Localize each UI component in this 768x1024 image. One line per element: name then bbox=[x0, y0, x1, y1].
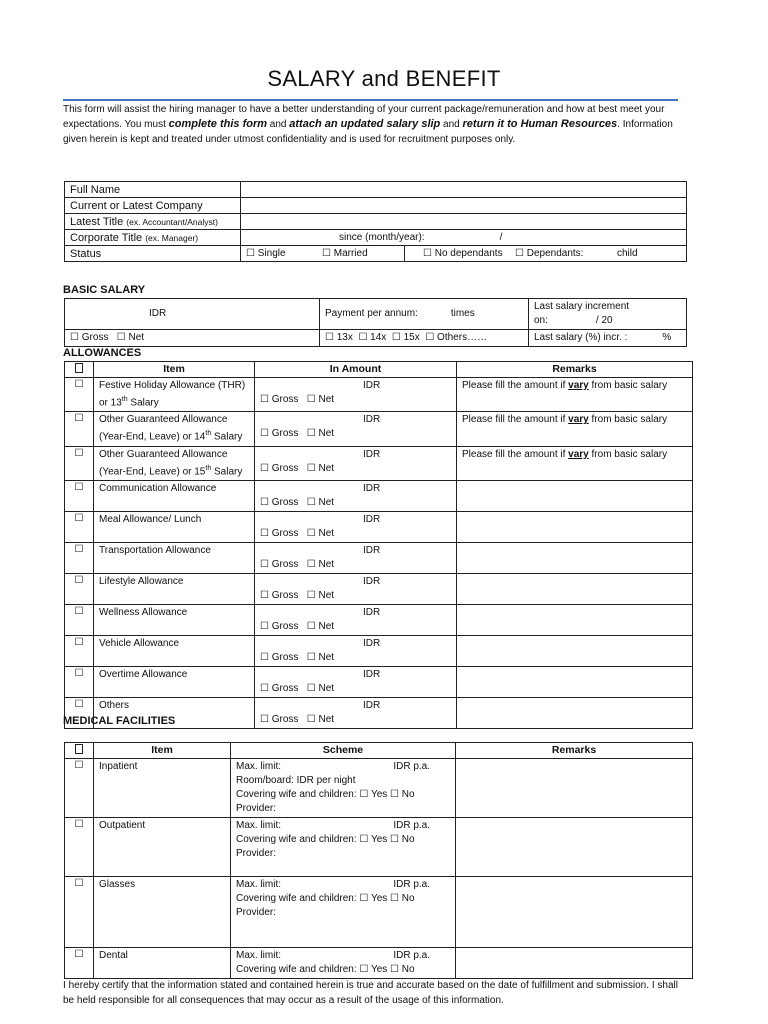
table-row bbox=[65, 330, 687, 347]
allowance-checkbox[interactable]: ☐ bbox=[65, 446, 94, 480]
covering-label[interactable]: Covering wife and children: ☐ Yes ☐ No bbox=[236, 964, 415, 975]
allowance-amount[interactable] bbox=[255, 446, 457, 480]
table-row bbox=[65, 246, 687, 262]
others-checkbox[interactable]: ☐ Others…… bbox=[425, 332, 488, 343]
allowances-table bbox=[64, 361, 693, 729]
basic-type-cell bbox=[65, 330, 320, 347]
gross-checkbox[interactable]: ☐ Gross bbox=[260, 558, 299, 570]
allowance-item-line2-suffix: Salary bbox=[127, 397, 159, 409]
net-checkbox[interactable]: ☐ Net bbox=[306, 496, 335, 508]
max-limit-label: Max. limit: bbox=[236, 820, 281, 831]
net-checkbox[interactable]: ☐ Net bbox=[116, 332, 145, 343]
allowance-remarks[interactable] bbox=[457, 480, 693, 511]
allowance-item bbox=[94, 666, 255, 697]
remarks-column-header: Remarks bbox=[457, 362, 693, 378]
table-row bbox=[65, 214, 687, 230]
pct-sign: % bbox=[662, 332, 672, 343]
allowance-item-line2 bbox=[99, 427, 249, 444]
table-row bbox=[65, 412, 693, 446]
payment-cell bbox=[320, 299, 529, 330]
payment-label: Payment per annum: bbox=[325, 308, 418, 319]
allowance-amount[interactable] bbox=[255, 697, 457, 728]
remark-vary: vary bbox=[568, 380, 589, 391]
15x-checkbox[interactable]: ☐ 15x bbox=[391, 332, 420, 343]
allowance-checkbox[interactable]: ☐ bbox=[65, 480, 94, 511]
single-checkbox[interactable]: ☐ Single bbox=[246, 248, 286, 259]
table-row bbox=[65, 948, 693, 979]
medical-item: Outpatient bbox=[94, 818, 231, 877]
last-pct-cell[interactable] bbox=[529, 330, 687, 347]
intro-text-3: and bbox=[440, 119, 463, 130]
medical-remarks[interactable] bbox=[456, 877, 693, 948]
child-label: child bbox=[617, 248, 638, 259]
check-column-header bbox=[65, 362, 94, 378]
gross-checkbox[interactable]: ☐ Gross bbox=[260, 620, 299, 632]
allowance-remarks[interactable] bbox=[457, 573, 693, 604]
gross-checkbox[interactable]: ☐ Gross bbox=[260, 527, 299, 539]
table-row bbox=[65, 877, 693, 948]
allowance-item-line1: Meal Allowance/ Lunch bbox=[99, 513, 202, 525]
allowance-remarks[interactable] bbox=[457, 412, 693, 446]
allowance-item bbox=[94, 378, 255, 412]
allowance-amount[interactable] bbox=[255, 635, 457, 666]
allowance-item-line2-text: (Year-End, Leave) or 15 bbox=[99, 465, 206, 477]
header-checkbox-icon bbox=[75, 744, 83, 754]
table-row bbox=[65, 511, 693, 542]
gross-checkbox[interactable]: ☐ Gross bbox=[260, 713, 299, 725]
gross-checkbox[interactable]: ☐ Gross bbox=[70, 332, 109, 343]
allowance-checkbox[interactable]: ☐ bbox=[65, 573, 94, 604]
table-row bbox=[65, 446, 693, 480]
allowance-item-line1: Vehicle Allowance bbox=[99, 637, 180, 649]
allowance-idr: IDR bbox=[363, 380, 381, 391]
net-checkbox[interactable]: ☐ Net bbox=[306, 428, 335, 440]
allowance-idr: IDR bbox=[363, 575, 381, 587]
remark-text-2: from basic salary bbox=[588, 448, 668, 460]
last-pct-label: Last salary (%) incr. : bbox=[534, 332, 628, 343]
allowance-idr: IDR bbox=[363, 448, 381, 460]
allowance-item-line1: Other Guaranteed Allowance bbox=[99, 414, 228, 426]
medical-scheme[interactable] bbox=[231, 877, 456, 948]
remark-vary: vary bbox=[568, 414, 589, 426]
allowance-item-line2 bbox=[99, 393, 249, 410]
allowance-item-line2-text: (Year-End, Leave) or 14 bbox=[99, 431, 206, 443]
allowance-item-sup: th bbox=[205, 464, 212, 472]
allowance-checkbox[interactable]: ☐ bbox=[65, 412, 94, 446]
payment-options-cell bbox=[320, 330, 529, 347]
allowance-amount[interactable] bbox=[255, 511, 457, 542]
covering-label[interactable]: Covering wife and children: ☐ Yes ☐ No bbox=[236, 893, 415, 904]
medical-item: Glasses bbox=[94, 877, 231, 948]
allowance-idr: IDR bbox=[363, 414, 381, 426]
allowance-checkbox[interactable]: ☐ bbox=[65, 666, 94, 697]
corporate-title-text: Corporate Title bbox=[70, 231, 143, 244]
net-checkbox[interactable]: ☐ Net bbox=[306, 527, 335, 539]
allowance-type bbox=[260, 620, 451, 634]
allowance-idr: IDR bbox=[363, 544, 381, 556]
net-checkbox[interactable]: ☐ Net bbox=[306, 394, 335, 405]
table-header-row bbox=[65, 362, 693, 378]
last-increment-label: Last salary increment on: bbox=[534, 301, 630, 326]
allowance-item bbox=[94, 480, 255, 511]
idr-pa-label: IDR p.a. bbox=[393, 820, 430, 831]
medical-checkbox[interactable]: ☐ bbox=[65, 948, 94, 979]
allowance-amount[interactable] bbox=[255, 666, 457, 697]
medical-remarks[interactable] bbox=[456, 818, 693, 877]
allowance-amount[interactable] bbox=[255, 378, 457, 412]
intro-emphasis-3: return it to Human Resources bbox=[462, 118, 618, 130]
allowance-type bbox=[260, 558, 451, 572]
allowance-item-line1: Others bbox=[99, 699, 130, 711]
allowance-checkbox[interactable]: ☐ bbox=[65, 511, 94, 542]
room-board-label: Room/board: IDR per night bbox=[236, 775, 356, 786]
allowance-amount[interactable] bbox=[255, 412, 457, 446]
allowance-amount[interactable] bbox=[255, 480, 457, 511]
allowance-item-line1: Overtime Allowance bbox=[99, 668, 188, 680]
allowance-remarks[interactable] bbox=[457, 635, 693, 666]
table-row bbox=[65, 542, 693, 573]
allowance-type bbox=[260, 527, 451, 541]
gross-checkbox[interactable]: ☐ Gross bbox=[260, 394, 299, 405]
allowance-item-line2-text: or 13 bbox=[99, 397, 122, 409]
table-header-row bbox=[65, 743, 693, 759]
allowance-checkbox[interactable]: ☐ bbox=[65, 635, 94, 666]
remark-text-1: Please fill the amount if bbox=[462, 380, 569, 391]
allowance-idr: IDR bbox=[363, 606, 381, 618]
13x-checkbox[interactable]: ☐ 13x bbox=[325, 332, 353, 343]
medical-item: Dental bbox=[94, 948, 231, 979]
since-label: since (month/year): bbox=[339, 232, 425, 243]
idr-pa-label: IDR p.a. bbox=[393, 761, 430, 772]
allowance-type bbox=[260, 427, 451, 441]
gross-checkbox[interactable]: ☐ Gross bbox=[260, 428, 299, 440]
intro-paragraph bbox=[63, 102, 678, 147]
allowance-remarks[interactable] bbox=[457, 378, 693, 412]
medical-checkbox[interactable]: ☐ bbox=[65, 877, 94, 948]
increment-year: / 20 bbox=[595, 315, 613, 326]
allowance-item bbox=[94, 635, 255, 666]
medical-remarks[interactable] bbox=[456, 759, 693, 818]
net-checkbox[interactable]: ☐ Net bbox=[306, 651, 335, 663]
provider-label: Provider: bbox=[236, 907, 277, 918]
full-name-label: Full Name bbox=[65, 182, 241, 198]
basic-salary-table bbox=[64, 298, 687, 347]
allowance-amount[interactable] bbox=[255, 573, 457, 604]
allowance-item bbox=[94, 446, 255, 480]
latest-title-text: Latest Title bbox=[70, 215, 124, 228]
company-label: Current or Latest Company bbox=[65, 198, 241, 214]
status-label: Status bbox=[65, 246, 241, 262]
allowance-idr: IDR bbox=[363, 668, 381, 680]
remark-text-2: from basic salary bbox=[588, 414, 668, 426]
remark-text-1: Please fill the amount if bbox=[462, 448, 569, 460]
medical-item: Inpatient bbox=[94, 759, 231, 818]
allowance-type bbox=[260, 589, 451, 603]
provider-label: Provider: bbox=[236, 848, 277, 859]
allowance-type bbox=[260, 682, 451, 696]
table-row bbox=[65, 480, 693, 511]
latest-title-label bbox=[65, 214, 241, 230]
remarks-column-header: Remarks bbox=[456, 743, 693, 759]
intro-emphasis-2: attach an updated salary slip bbox=[289, 118, 441, 130]
latest-title-field[interactable] bbox=[241, 214, 687, 230]
company-field[interactable] bbox=[241, 198, 687, 214]
allowances-heading: ALLOWANCES bbox=[63, 347, 142, 359]
allowance-amount[interactable] bbox=[255, 604, 457, 635]
gross-checkbox[interactable]: ☐ Gross bbox=[260, 589, 299, 601]
allowance-checkbox[interactable]: ☐ bbox=[65, 697, 94, 728]
intro-text-1: This form will assist the hiring manager to have a better understanding of your current package/remuneration and how at best meet your expectations. You must bbox=[63, 104, 665, 130]
covering-label[interactable]: Covering wife and children: ☐ Yes ☐ No bbox=[236, 789, 415, 800]
header-checkbox-icon bbox=[75, 363, 83, 373]
item-column-header: Item bbox=[94, 362, 255, 378]
latest-title-example: (ex. Accountant/Analyst) bbox=[126, 216, 218, 227]
amount-column-header: In Amount bbox=[255, 362, 457, 378]
basic-salary-heading: BASIC SALARY bbox=[63, 284, 146, 296]
allowance-type bbox=[260, 393, 451, 407]
medical-remarks[interactable] bbox=[456, 948, 693, 979]
allowance-remarks[interactable] bbox=[457, 542, 693, 573]
allowance-item bbox=[94, 542, 255, 573]
net-checkbox[interactable]: ☐ Net bbox=[306, 620, 335, 632]
idr-pa-label: IDR p.a. bbox=[393, 879, 430, 890]
allowance-checkbox[interactable]: ☐ bbox=[65, 604, 94, 635]
remark-text-1: Please fill the amount if bbox=[462, 414, 569, 426]
table-row bbox=[65, 818, 693, 877]
allowance-checkbox[interactable]: ☐ bbox=[65, 378, 94, 412]
medical-table bbox=[64, 742, 693, 979]
intro-emphasis-1: complete this form bbox=[168, 118, 268, 130]
table-row bbox=[65, 378, 693, 412]
status-options bbox=[241, 246, 687, 262]
allowance-item-sup: th bbox=[121, 396, 128, 403]
medical-checkbox[interactable]: ☐ bbox=[65, 759, 94, 818]
allowance-item bbox=[94, 604, 255, 635]
scheme-column-header: Scheme bbox=[231, 743, 456, 759]
title-underline bbox=[63, 99, 678, 101]
table-row bbox=[65, 759, 693, 818]
allowance-item-line1: Other Guaranteed Allowance bbox=[99, 448, 228, 460]
allowance-item-line2 bbox=[99, 462, 249, 479]
remark-vary: vary bbox=[568, 448, 589, 460]
page-title: SALARY and BENEFIT bbox=[267, 66, 501, 91]
remark-text-2: from basic salary bbox=[588, 380, 668, 391]
allowance-item bbox=[94, 573, 255, 604]
allowance-type bbox=[260, 496, 451, 510]
covering-label[interactable]: Covering wife and children: ☐ Yes ☐ No bbox=[236, 834, 415, 845]
gross-checkbox[interactable]: ☐ Gross bbox=[260, 496, 299, 508]
table-row bbox=[65, 182, 687, 198]
net-checkbox[interactable]: ☐ Net bbox=[306, 589, 335, 601]
medical-scheme[interactable] bbox=[231, 818, 456, 877]
full-name-field[interactable] bbox=[241, 182, 687, 198]
net-checkbox[interactable]: ☐ Net bbox=[306, 682, 335, 694]
table-row bbox=[65, 635, 693, 666]
allowance-idr: IDR bbox=[363, 482, 381, 494]
allowance-item-line1: Lifestyle Allowance bbox=[99, 575, 184, 587]
corporate-title-label bbox=[65, 230, 241, 246]
max-limit-label: Max. limit: bbox=[236, 950, 281, 961]
corporate-title-field[interactable] bbox=[241, 230, 687, 246]
allowance-checkbox[interactable]: ☐ bbox=[65, 542, 94, 573]
max-limit-label: Max. limit: bbox=[236, 879, 281, 890]
max-limit-label: Max. limit: bbox=[236, 761, 281, 772]
allowance-idr: IDR bbox=[363, 513, 381, 525]
allowance-item bbox=[94, 412, 255, 446]
allowance-idr: IDR bbox=[363, 637, 381, 649]
medical-scheme[interactable] bbox=[231, 759, 456, 818]
table-row bbox=[65, 604, 693, 635]
allowance-item-line1: Festive Holiday Allowance (THR) bbox=[99, 380, 246, 391]
check-column-header bbox=[65, 743, 94, 759]
allowance-remarks[interactable] bbox=[457, 446, 693, 480]
intro-text-2: and bbox=[267, 119, 290, 130]
table-row bbox=[65, 666, 693, 697]
allowance-remarks[interactable] bbox=[457, 604, 693, 635]
allowance-item-line1: Communication Allowance bbox=[99, 482, 217, 494]
14x-checkbox[interactable]: ☐ 14x bbox=[358, 332, 387, 343]
certification-statement: I hereby certify that the information stated and contained herein is true and accurate based on the date of fulfillment and submission. I shall be held responsible for all consequences that may occur as a result of the usage of this information. bbox=[63, 980, 678, 1006]
allowance-item bbox=[94, 511, 255, 542]
net-checkbox[interactable]: ☐ Net bbox=[306, 462, 335, 474]
since-slash: / bbox=[499, 232, 503, 243]
allowance-item-line2-suffix: Salary bbox=[211, 465, 243, 477]
last-increment-cell[interactable] bbox=[529, 299, 687, 330]
married-checkbox[interactable]: ☐ Married bbox=[322, 248, 368, 259]
gross-checkbox[interactable]: ☐ Gross bbox=[260, 651, 299, 663]
allowance-amount[interactable] bbox=[255, 542, 457, 573]
allowance-item-sup: th bbox=[205, 430, 212, 438]
intro-text-4: . Information given herein is kept and treated under utmost confidentiality and is used for recruitment purposes only. bbox=[63, 119, 673, 145]
table-row bbox=[65, 230, 687, 246]
allowance-remarks[interactable] bbox=[457, 511, 693, 542]
allowance-item-line2-suffix: Salary bbox=[211, 431, 243, 443]
corporate-title-example: (ex. Manager) bbox=[145, 232, 199, 243]
table-row bbox=[65, 573, 693, 604]
medical-checkbox[interactable]: ☐ bbox=[65, 818, 94, 877]
allowance-type bbox=[260, 713, 451, 727]
basic-idr-label[interactable]: IDR bbox=[65, 299, 320, 330]
times-label: times bbox=[450, 308, 475, 319]
net-checkbox[interactable]: ☐ Net bbox=[306, 558, 335, 570]
net-checkbox[interactable]: ☐ Net bbox=[306, 713, 335, 725]
dependants-checkbox[interactable]: ☐ Dependants: bbox=[515, 248, 584, 259]
allowance-remarks[interactable] bbox=[457, 697, 693, 728]
table-row bbox=[65, 198, 687, 214]
table-row bbox=[65, 299, 687, 330]
no-dependants-checkbox[interactable]: ☐ No dependants bbox=[404, 246, 515, 261]
gross-checkbox[interactable]: ☐ Gross bbox=[260, 462, 299, 474]
allowance-item-line1: Wellness Allowance bbox=[99, 606, 188, 618]
personal-info-table bbox=[64, 181, 687, 262]
idr-pa-label: IDR p.a. bbox=[393, 950, 430, 961]
item-column-header: Item bbox=[94, 743, 231, 759]
allowance-idr: IDR bbox=[363, 699, 381, 711]
medical-heading: MEDICAL FACILITIES bbox=[63, 715, 176, 727]
allowance-type bbox=[260, 462, 451, 476]
medical-scheme[interactable] bbox=[231, 948, 456, 979]
allowance-remarks[interactable] bbox=[457, 666, 693, 697]
allowance-type bbox=[260, 651, 451, 665]
allowance-item-line1: Transportation Allowance bbox=[99, 544, 211, 556]
provider-label: Provider: bbox=[236, 803, 277, 814]
gross-checkbox[interactable]: ☐ Gross bbox=[260, 682, 299, 694]
